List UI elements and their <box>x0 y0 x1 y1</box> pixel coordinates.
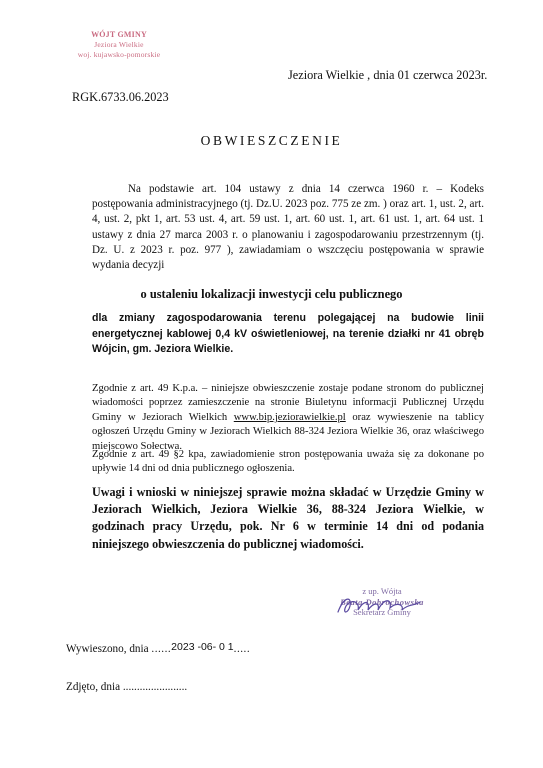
publication-text-2: oraz wywieszenie na tablicy ogłoszeń Urzędu Gminy w Jeziorach Wielkich 88-324 Jeziora Wielkie 36, oraz właściwego miejscowo Sołectwa. <box>92 411 484 452</box>
legal-basis-paragraph: Na podstawie art. 104 ustawy z dnia 14 czerwca 1960 r. – Kodeks postępowania administracyjnego (tj. Dz.U. 2023 poz. 775 ze zm. ) oraz art. 1, ust. 2, art. 4, ust. 2, pkt 1, art. 53 ust. 4, art. 59 ust. 1, art. 60 ust. 1, art. 61 ust. 1, art. 64 ust. 1 ustawy z dnia 27 marca 2003 r. o planowaniu i zagospodarowaniu przestrzennym (tj. Dz. U. z 2023 r. poz. 977 ), zawiadamiam o wszczęciu postępowania w sprawie wydania decyzji <box>92 183 484 272</box>
signatory-role: Sekretarz Gminy <box>353 607 411 617</box>
removed-dots: ....................... <box>122 681 188 693</box>
posted-dots-after: ..... <box>233 643 251 655</box>
reference-number: RGK.6733.06.2023 <box>72 90 169 104</box>
publication-text-1: Zgodnie z art. 49 K.p.a. – niniejsze obwieszczenie zostaje podane stronom do publicznej wiadomości poprzez zamieszczenie na stronie Biuletynu informacji Publicznej Urzędu Gminy w Jeziorach Wielkich <box>92 383 484 423</box>
posted-date-line <box>66 643 250 655</box>
office-stamp <box>44 30 194 60</box>
handwritten-signature <box>334 592 424 620</box>
signature-authority: z up. Wójta <box>362 586 402 596</box>
posted-dots-before: ...... <box>151 643 172 655</box>
posted-label: Wywieszono, dnia <box>66 643 152 655</box>
document-title: OBWIESZCZENIE <box>200 133 343 148</box>
bip-link[interactable]: www.bip.jeziorawielkie.pl <box>233 411 346 423</box>
place-and-date: Jeziora Wielkie , dnia 01 czerwca 2023r. <box>288 68 488 82</box>
posted-date-stamp: 2023 -06- 0 1 <box>171 641 234 653</box>
investment-description: dla zmiany zagospodarowania terenu polegającej na budowie linii energetycznej kablowej 0,4 kV oświetleniowej, na terenie działki nr 41 obręb Wójcin, gm. Jeziora Wielkie. <box>92 312 484 356</box>
removed-date-line <box>66 681 187 693</box>
stamp-line-1: WÓJT GMINY <box>91 30 147 39</box>
notification-paragraph: Zgodnie z art. 49 §2 kpa, zawiadomienie stron postępowania uważa się za dokonane po upływie 14 dni od dnia publicznego ogłoszenia. <box>92 449 484 475</box>
signatory-name: Beata Dobrochowska <box>340 596 424 607</box>
stamp-line-2: Jeziora Wielkie <box>94 40 144 49</box>
removed-label: Zdjęto, dnia <box>66 681 123 693</box>
decision-subject: o ustaleniu lokalizacji inwestycji celu publicznego <box>140 287 403 301</box>
signature-block <box>312 586 452 618</box>
stamp-line-3: woj. kujawsko-pomorskie <box>77 50 161 59</box>
comments-paragraph: Uwagi i wnioski w niniejszej sprawie można składać w Urzędzie Gminy w Jeziorach Wielkich, Jeziora Wielkie 36, 88-324 Jeziora Wielkie, w godzinach pracy Urzędu, pok. Nr 6 w terminie 14 dni od podania niniejszego obwieszczenia do publicznej wiadomości. <box>92 485 484 551</box>
publication-paragraph <box>92 382 484 454</box>
